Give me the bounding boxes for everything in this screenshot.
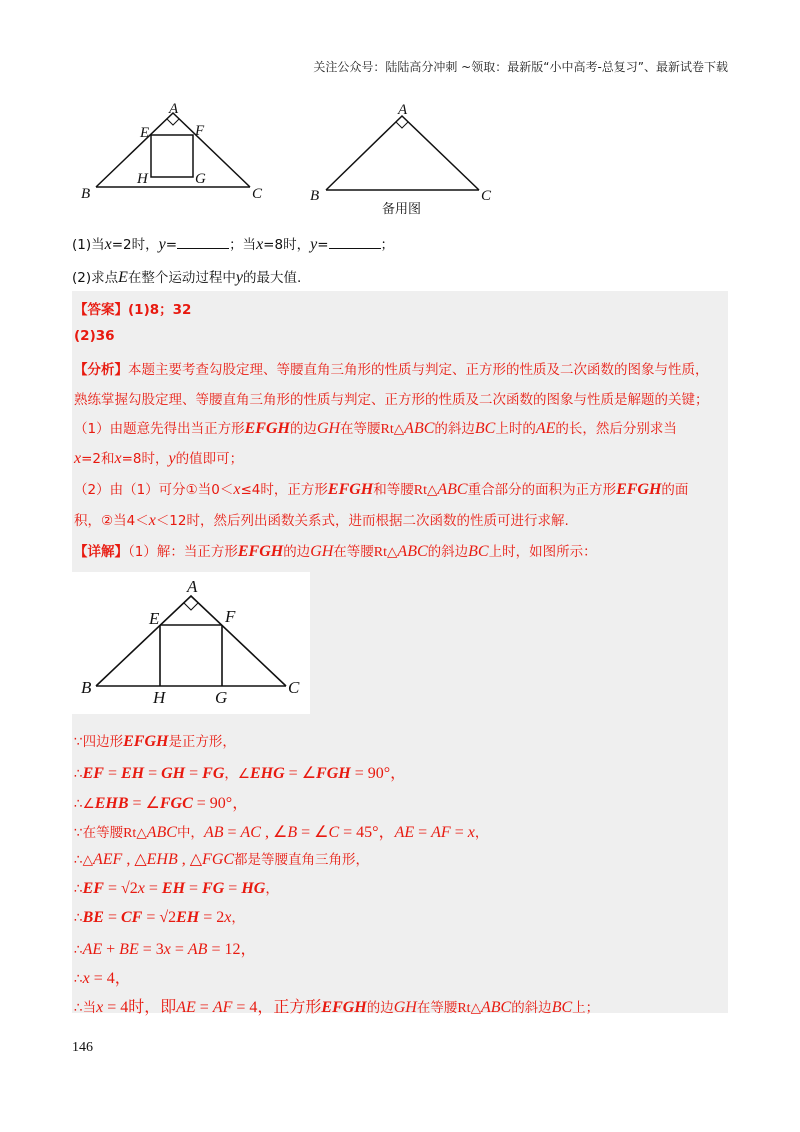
- t: x: [467, 824, 475, 841]
- figure-1-svg: [76, 100, 276, 205]
- q1-text: ；当: [229, 237, 257, 253]
- analysis-label: 【分析】: [74, 362, 128, 378]
- analysis-line-2: [74, 388, 709, 408]
- t: x: [148, 512, 156, 529]
- detail-label-g: G: [215, 688, 228, 707]
- t: ＜12时，然后列出函数关系式，进而根据二次函数的性质可进行求解.: [155, 513, 569, 529]
- t: FG: [202, 765, 225, 782]
- fig1-label-h: H: [137, 171, 148, 187]
- t: =: [103, 765, 121, 782]
- t: EHB: [146, 851, 178, 868]
- t: 的面: [661, 482, 689, 498]
- t: （1）由题意先得出当正方形: [74, 421, 245, 437]
- t: 中，: [176, 825, 204, 841]
- t: EFGH: [237, 543, 284, 560]
- t: AF: [431, 824, 451, 841]
- t: △: [470, 1000, 481, 1016]
- q1-var: y: [310, 236, 318, 253]
- t: x: [74, 450, 82, 467]
- figure-spare: [306, 100, 506, 220]
- detail-step-1: [74, 730, 236, 751]
- fig1-label-c: C: [252, 186, 263, 202]
- t: ∴∠: [74, 796, 95, 812]
- t: Rt: [457, 1001, 471, 1016]
- t: =: [224, 880, 242, 897]
- answer-line-2: [74, 328, 115, 344]
- detail-figure-svg: [72, 572, 310, 714]
- t: , △: [177, 851, 203, 868]
- t: （2）由（1）可分①当0＜: [74, 482, 234, 498]
- t: ABC: [146, 824, 177, 841]
- t: 的边: [283, 544, 311, 560]
- t: x: [96, 999, 104, 1016]
- t: EFGH: [123, 733, 169, 750]
- t: ABC: [437, 481, 468, 498]
- t: △: [393, 421, 405, 437]
- t: ∴: [74, 971, 83, 987]
- t: ∴: [74, 910, 83, 926]
- t: = 3: [138, 941, 164, 958]
- t: =: [414, 824, 432, 841]
- t: y: [168, 450, 176, 467]
- t: FGH: [316, 765, 351, 782]
- t: ∴当: [74, 1000, 97, 1016]
- t: +: [102, 941, 120, 958]
- q1-text: =: [165, 237, 178, 253]
- detail-step-4: [74, 819, 488, 842]
- t: C: [328, 824, 340, 841]
- t: EH: [120, 765, 145, 782]
- t: EFGH: [327, 481, 374, 498]
- t: Rt: [380, 422, 394, 437]
- answer-label: 【答案】: [74, 302, 128, 318]
- q1-text: =8时，: [263, 237, 311, 253]
- analysis-text: 熟练掌握勾股定理、等腰直角三角形的性质与判定、正方形的性质及二次函数的图象与性质是解题的关键；: [74, 392, 709, 408]
- t: 都是等腰直角三角形，: [234, 852, 370, 868]
- t: = 45°，: [339, 824, 395, 841]
- t: = 4时，即: [103, 999, 177, 1016]
- figure-triangle-with-square: [76, 100, 276, 205]
- t: GH: [310, 543, 334, 560]
- t: EHG: [250, 765, 285, 782]
- t: = ∠: [128, 795, 160, 812]
- t: = 4，: [89, 970, 131, 987]
- detail-step-9: [74, 965, 131, 988]
- analysis-line-6: [74, 509, 569, 530]
- detail-label-c: C: [288, 678, 300, 697]
- analysis-line-1: [74, 358, 709, 378]
- q1-text: =2时，: [111, 237, 159, 253]
- figure-2-svg: [306, 100, 506, 220]
- t: ∴: [74, 766, 83, 782]
- t: AF: [212, 999, 233, 1016]
- t: BE: [82, 909, 104, 926]
- t: ，: [231, 910, 245, 926]
- detail-label-h: H: [153, 688, 166, 707]
- t: , ∠: [260, 824, 288, 841]
- t: AB: [203, 824, 224, 841]
- detail-step-7: [74, 906, 245, 927]
- t: BC: [551, 999, 573, 1016]
- fig2-label-a: A: [398, 102, 408, 118]
- t: AC: [240, 824, 261, 841]
- t: GH: [316, 420, 341, 437]
- fig2-label-c: C: [481, 188, 492, 204]
- detail-figure: [72, 572, 310, 714]
- fig1-label-a: A: [169, 101, 179, 117]
- t: x: [137, 880, 145, 897]
- answer-line-1: [74, 298, 191, 318]
- t: EFGH: [244, 420, 290, 437]
- question-1: [72, 233, 394, 254]
- t: ∵在等腰: [74, 825, 124, 841]
- t: EH: [161, 880, 186, 897]
- analysis-line-5: [74, 478, 688, 499]
- t: ∴: [74, 881, 83, 897]
- t: ，: [265, 881, 279, 897]
- t: =: [195, 999, 213, 1016]
- t: ，: [474, 825, 489, 841]
- t: Rt: [413, 483, 427, 498]
- t: EH: [176, 909, 200, 926]
- t: = 90°，: [192, 795, 249, 812]
- t: EFGH: [616, 481, 662, 498]
- t: Rt: [123, 826, 137, 841]
- t: AE: [394, 824, 415, 841]
- fig2-label-b: B: [310, 188, 320, 204]
- t: =: [185, 765, 203, 782]
- detail-step-3: [74, 790, 248, 813]
- t: EF: [82, 880, 104, 897]
- detail-step-10: [74, 994, 599, 1017]
- t: 的斜边: [511, 1000, 552, 1016]
- analysis-text: 本题主要考查勾股定理、等腰直角三角形的性质与判定、正方形的性质及二次函数的图象与性质，: [128, 362, 709, 378]
- t: △: [387, 544, 398, 560]
- t: 积，②当4＜: [74, 513, 149, 529]
- answer-1: (1)8；32: [128, 302, 192, 318]
- q2-var: E: [118, 269, 128, 286]
- fig1-label-f: F: [195, 123, 205, 139]
- q1-blank-2: [329, 236, 381, 249]
- t: GH: [161, 765, 186, 782]
- t: GH: [393, 999, 417, 1016]
- page-header: 关注公众号：陆陆高分冲刺 ~领取：最新版“小中高考-总复习”、最新试卷下载: [313, 60, 728, 74]
- fig1-label-g: G: [195, 171, 206, 187]
- q1-var: y: [158, 236, 166, 253]
- t: ∵四边形: [74, 734, 124, 750]
- q1-text: =: [317, 237, 329, 253]
- t: AE: [82, 941, 103, 958]
- analysis-line-3: [74, 417, 677, 438]
- page-number: 146: [72, 1040, 93, 1055]
- t: = 90°，: [350, 765, 407, 782]
- t: =: [170, 941, 188, 958]
- t: 和等腰: [373, 482, 414, 498]
- t: AB: [187, 941, 208, 958]
- t: x: [163, 941, 171, 958]
- t: =: [223, 824, 241, 841]
- fig1-label-b: B: [81, 186, 91, 202]
- t: EFGH: [321, 999, 367, 1016]
- detail-label: 【详解】: [74, 544, 128, 560]
- t: BE: [119, 941, 139, 958]
- t: 上时的: [495, 421, 536, 437]
- t: 的值即可；: [175, 451, 244, 467]
- detail-step-8: [74, 936, 256, 959]
- t: =: [144, 765, 162, 782]
- t: AE: [535, 420, 556, 437]
- q2-text: 的最大值.: [243, 270, 302, 286]
- t: = √2: [103, 880, 138, 897]
- t: =: [185, 880, 203, 897]
- q2-text: (2)求点: [72, 270, 119, 286]
- t: = √2: [142, 909, 177, 926]
- t: 在等腰: [416, 1000, 458, 1016]
- t: （1）解：当正方形: [128, 544, 238, 560]
- t: CF: [120, 909, 143, 926]
- t: FGC: [202, 851, 235, 868]
- q1-blank-1: [177, 236, 229, 249]
- t: 的边: [366, 1000, 394, 1016]
- t: =: [144, 880, 162, 897]
- t: 的斜边: [427, 544, 469, 560]
- t: HG: [241, 880, 266, 897]
- detail-step-5: [74, 848, 369, 869]
- t: =2和: [81, 451, 115, 467]
- t: AE: [176, 999, 196, 1016]
- t: ABC: [404, 420, 435, 437]
- q1-var: x: [256, 236, 264, 253]
- t: EF: [82, 765, 104, 782]
- t: Rt: [373, 545, 388, 560]
- t: =: [450, 824, 468, 841]
- detail-label-b: B: [81, 678, 92, 697]
- t: △: [426, 482, 438, 498]
- t: ∴△: [74, 852, 93, 868]
- t: =8时，: [121, 451, 169, 467]
- t: B: [287, 824, 298, 841]
- t: ，∠: [224, 766, 250, 782]
- detail-intro: [74, 540, 597, 561]
- t: = ∠: [284, 765, 317, 782]
- t: FG: [202, 880, 225, 897]
- fig2-caption: 备用图: [382, 202, 422, 217]
- fig1-label-e: E: [140, 125, 150, 141]
- q1-var: x: [104, 236, 112, 253]
- q2-text: 在整个运动过程中: [127, 270, 236, 286]
- t: BC: [474, 420, 496, 437]
- answer-2: (2)36: [74, 328, 115, 344]
- analysis-line-4: [74, 447, 243, 468]
- t: x: [82, 970, 90, 987]
- t: 是正方形，: [168, 734, 236, 750]
- t: 在等腰: [340, 421, 381, 437]
- t: ≤4时，正方形: [240, 482, 328, 498]
- t: 在等腰: [333, 544, 374, 560]
- t: x: [233, 481, 241, 498]
- t: x: [114, 450, 122, 467]
- t: 的长，然后分别求当: [555, 421, 677, 437]
- detail-step-6: [74, 877, 279, 898]
- t: 重合部分的面积为正方形: [467, 482, 617, 498]
- t: EHB: [94, 795, 129, 812]
- t: = 12，: [207, 941, 257, 958]
- t: = 4，正方形: [232, 999, 322, 1016]
- t: 的斜边: [434, 421, 475, 437]
- detail-step-2: [74, 760, 406, 783]
- t: 上时，如图所示：: [488, 544, 597, 560]
- t: 的边: [289, 421, 317, 437]
- t: = ∠: [297, 824, 329, 841]
- t: 上；: [572, 1000, 600, 1016]
- q1-text: ；: [380, 237, 394, 253]
- t: = 2: [199, 909, 225, 926]
- question-2: [72, 266, 301, 287]
- detail-label-a: A: [187, 577, 198, 596]
- t: BC: [468, 543, 489, 560]
- detail-label-f: F: [225, 607, 236, 626]
- t: △: [136, 825, 147, 841]
- t: =: [103, 909, 121, 926]
- t: ∴: [74, 942, 83, 958]
- q2-var: y: [235, 269, 244, 286]
- detail-label-e: E: [149, 609, 160, 628]
- t: ABC: [397, 543, 428, 560]
- t: x: [224, 909, 232, 926]
- t: , △: [122, 851, 147, 868]
- t: FGC: [159, 795, 193, 812]
- t: AEF: [92, 851, 123, 868]
- q1-text: (1)当: [72, 237, 105, 253]
- t: ABC: [480, 999, 512, 1016]
